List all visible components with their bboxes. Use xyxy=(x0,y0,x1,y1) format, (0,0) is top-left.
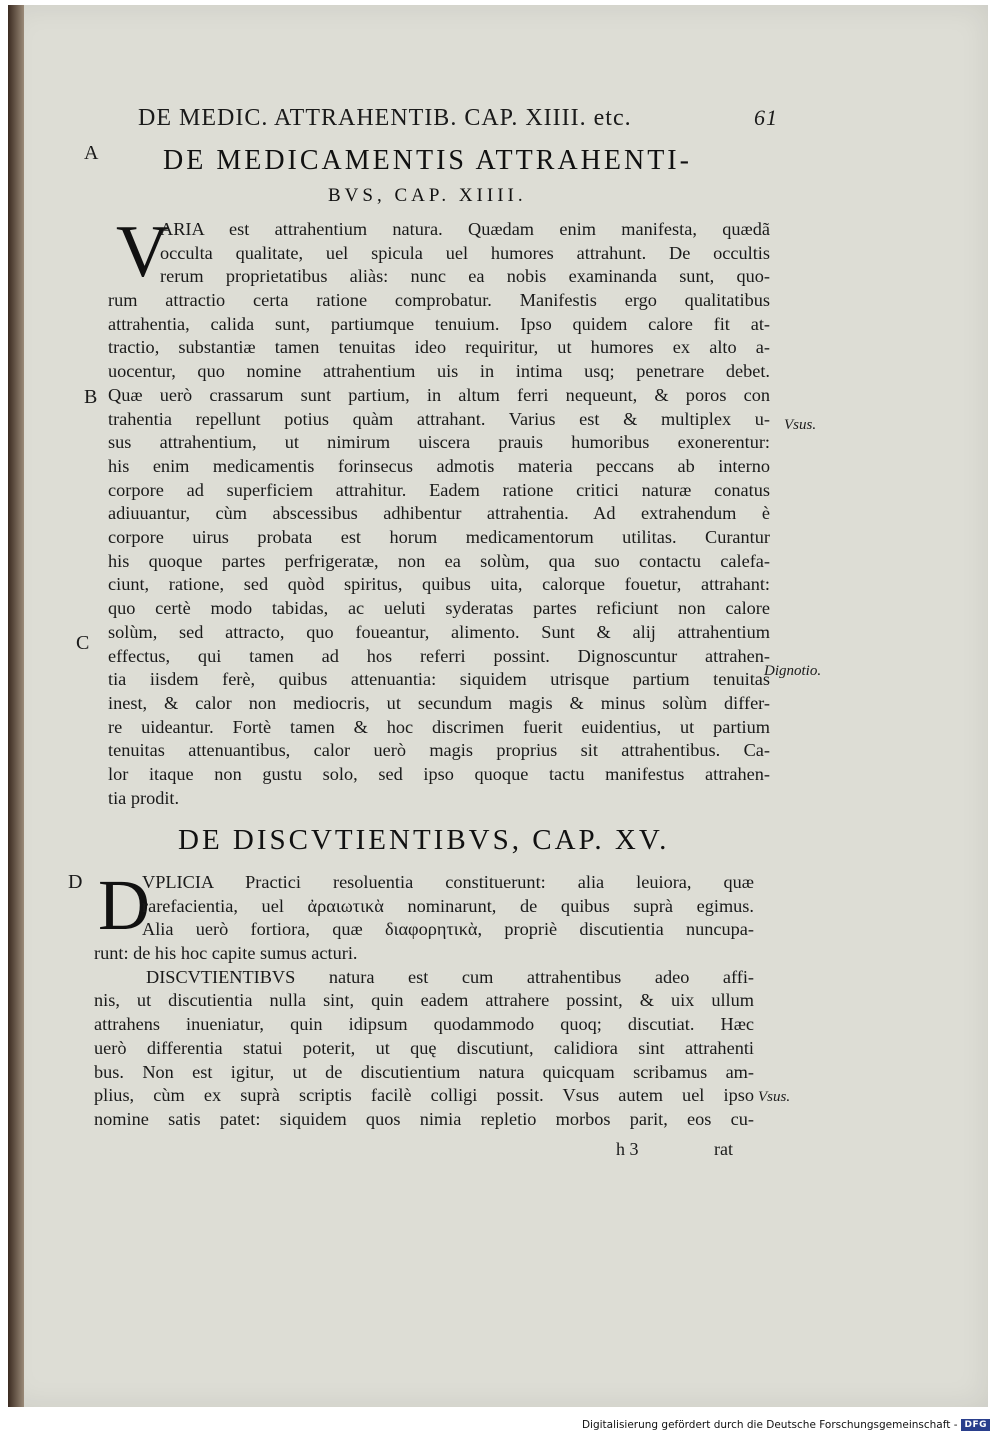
text-line: rarefacientia, uel ἀραιωτικὰ nominarunt, de quibus suprà egimus. xyxy=(142,895,754,916)
text-line: Quæ uerò crassarum sunt partium, in altum ferri nequeunt, & poros con xyxy=(108,384,770,405)
sidenote-usus-1: Vsus. xyxy=(784,417,817,433)
chapter-heading-15: DE DISCVTIENTIBVS, CAP. XV. xyxy=(178,824,670,856)
text-line: nis, ut discutientia nulla sint, quin eadem attrahere possint, & uix ullum xyxy=(94,990,754,1011)
margin-letter-d: D xyxy=(68,871,83,893)
text-line: adiuuantur, cùm abscessibus adhibentur attrahentia. Ad extrahendum è xyxy=(108,503,770,524)
catchword: rat xyxy=(714,1139,733,1159)
chapter-14-text xyxy=(160,218,770,289)
margin-letter-a: A xyxy=(84,142,99,164)
dfg-credit-text: Digitalisierung gefördert durch die Deutsche Forschungsgemeinschaft - xyxy=(581,1419,958,1431)
chapter-14-text-cont xyxy=(108,289,770,810)
text-line: runt: de his hoc capite sumus acturi. xyxy=(94,943,358,963)
text-line: tia iisdem ferè, quibus attenuantia: siquidem utrisque partium tenuitas xyxy=(108,669,770,690)
running-head-title: DE MEDIC. ATTRAHENTIB. CAP. XIIII. etc. xyxy=(138,105,632,131)
chapter-heading-14: DE MEDICAMENTIS ATTRAHENTI- xyxy=(163,145,692,176)
text-line: inest, & calor non mediocris, ut secundum magis & minus solùm differ- xyxy=(108,692,770,713)
dfg-logo-icon: DFG xyxy=(961,1419,990,1431)
folio-number: 61 xyxy=(754,105,778,130)
text-line: occulta qualitate, uel spicula uel humores attrahunt. De occultis xyxy=(160,242,770,263)
chapter-heading-14-cont: BVS, CAP. XIIII. xyxy=(328,185,527,206)
text-line: nomine satis patet: siquidem quos nimia repletio morbos parit, eos cu- xyxy=(94,1108,754,1129)
text-line: bus. Non est igitur, ut de discutientium natura quicquam scribamus am- xyxy=(94,1061,754,1082)
text-line: corpore ad superficiem attrahitur. Eadem ratione critici naturæ conatus xyxy=(108,479,770,500)
text-line: effectus, qui tamen ad hos referri possint. Dignoscuntur attrahen- xyxy=(108,645,770,666)
text-line: tractio, substantiæ tamen tenuitas ideo requiritur, ut humores ex alto a- xyxy=(108,337,770,358)
text-line: ARIA est attrahentium natura. Quædam enim manifesta, quædã xyxy=(160,219,770,239)
text-line: ciunt, ratione, sed quòd spiritus, quibus uita, calorque fouetur, attrahant: xyxy=(108,574,770,595)
drop-cap-v: V xyxy=(116,211,170,293)
margin-letter-c: C xyxy=(76,632,90,654)
text-line: plius, cùm ex suprà scriptis facilè colligi possit. Vsus autem uel ipso xyxy=(94,1085,754,1106)
text-line: corpore uirus probata est horum medicamentorum utilitas. Curantur xyxy=(108,527,770,548)
text-line: his enim medicamentis forinsecus admotis materia peccans ab interno xyxy=(108,455,770,476)
text-line: DISCVTIENTIBVS natura est cum attrahentibus adeo affi- xyxy=(146,966,754,987)
signature-mark: h 3 xyxy=(616,1139,639,1159)
drop-cap-d: D xyxy=(98,865,150,945)
text-line: sus attrahentium, ut nimirum uiscera prauis humoribus exonerentur: xyxy=(108,432,770,453)
text-line: re uideantur. Fortè tamen & hoc discrimen fuerit euidentius, ut partium xyxy=(108,716,770,737)
book-spine xyxy=(8,5,24,1407)
text-line: his quoque partes perfrigeratæ, non ea solùm, qua suo contactu calefa- xyxy=(108,550,770,571)
text-line: Alia uerò fortiora, quæ διαφορητικὰ, propriè discutientia nuncupa- xyxy=(142,919,754,940)
text-line: solùm, sed attracto, quo foueantur, alimento. Sunt & alij attrahentium xyxy=(108,621,770,642)
dfg-credit xyxy=(582,1419,990,1431)
sidenote-dignotio: Dignotio. xyxy=(764,663,822,679)
sidenote-usus-2: Vsus. xyxy=(758,1089,791,1105)
text-line: VPLICIA Practici resoluentia constituerunt: alia leuiora, quæ xyxy=(142,872,754,892)
running-head xyxy=(138,105,778,132)
text-line: rum attractio certa ratione comprobatur. Manifestis ergo qualitatibus xyxy=(108,290,770,310)
text-line: lor itaque non gustu solo, sed ipso quoque tactu manifestus attrahen- xyxy=(108,764,770,785)
text-line: trahentia repellunt potius quàm attrahant. Varius est & multiplex u- xyxy=(108,408,770,429)
chapter-15-text xyxy=(142,871,754,942)
text-line: uocentur, quo nomine attrahentium uis in intima usq; penetrare debet. xyxy=(108,361,770,382)
text-line: quo certè modo tabidas, ac ueluti syderatas partes reficiunt non calore xyxy=(108,598,770,619)
margin-letter-b: B xyxy=(84,386,98,408)
book-page xyxy=(8,5,988,1407)
text-line: attrahens inueniatur, quin idipsum quodammodo quoq; discutiat. Hæc xyxy=(94,1014,754,1035)
text-line: attrahentia, calida sunt, partiumque tenuium. Ipso quidem calore fit at- xyxy=(108,313,770,334)
text-line: tia prodit. xyxy=(108,787,180,808)
chapter-15-text-cont xyxy=(94,942,754,1132)
text-line: tenuitas attenuantibus, calor uerò magis proprius sit attrahentibus. Ca- xyxy=(108,740,770,761)
text-line: rerum proprietatibus aliàs: nunc ea nobis examinanda sunt, quo- xyxy=(160,266,770,287)
text-line: uerò differentia statui poterit, ut quę discutiunt, calidiora sint attrahenti xyxy=(94,1037,754,1058)
